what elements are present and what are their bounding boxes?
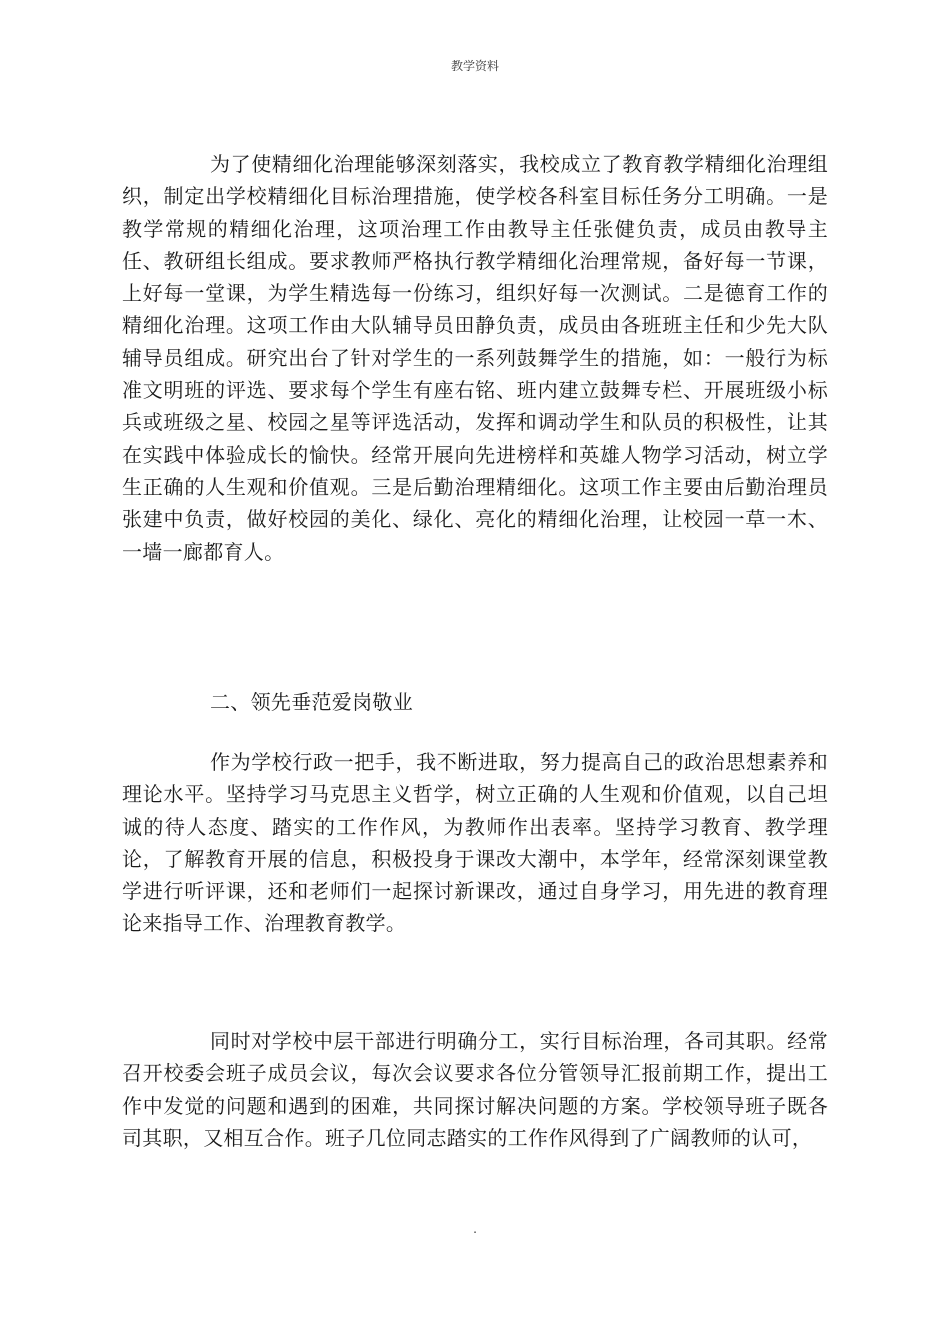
page-footer: . — [473, 1222, 477, 1236]
body-paragraph: 同时对学校中层干部进行明确分工，实行目标治理，各司其职。经常召开校委会班子成员会议，每次会议要求各位分管领导汇报前期工作，提出工作中发觉的问题和遇到的困难，共同探讨解决问题的方案。学校领导班子既各司其职，又相互合作。班子几位同志踏实的工作作风得到了广阔教师的认可， — [122, 1029, 828, 1150]
body-paragraph: 作为学校行政一把手，我不断进取，努力提高自己的政治思想素养和理论水平。坚持学习马克思主义哲学，树立正确的人生观和价值观，以自己坦诚的待人态度、踏实的工作作风，为教师作出表率。坚持学习教育、教学理论，了解教育开展的信息，积极投身于课改大潮中，本学年，经常深刻课堂教学进行听评课，还和老师们一起探讨新课改，通过自身学习，用先进的教育理论来指导工作、治理教育教学。 — [122, 750, 828, 936]
section-heading: 二、领先垂范爱岗敬业 — [210, 690, 413, 714]
page-header: 教学资料 — [450, 59, 499, 73]
body-paragraph: 为了使精细化治理能够深刻落实，我校成立了教育教学精细化治理组织，制定出学校精细化目标治理措施，使学校各科室目标任务分工明确。一是教学常规的精细化治理，这项治理工作由教导主任张健负责，成员由教导主任、教研组长组成。要求教师严格执行教学精细化治理常规，备好每一节课，上好每一堂课，为学生精选每一份练习，组织好每一次测试。二是德育工作的精细化治理。这项工作由大队辅导员田静负责，成员由各班班主任和少先大队辅导员组成。研究出台了针对学生的一系列鼓舞学生的措施，如：一般行为标准文明班的评选、要求每个学生有座右铭、班内建立鼓舞专栏、开展班级小标兵或班级之星、校园之星等评选活动，发挥和调动学生和队员的积极性，让其在实践中体验成长的愉快。经常开展向先进榜样和英雄人物学习活动，树立学生正确的人生观和价值观。三是后勤治理精细化。这项工作主要由后勤治理员张建中负责，做好校园的美化、绿化、亮化的精细化治理，让校园一草一木、一墙一廊都育人。 — [122, 152, 828, 564]
